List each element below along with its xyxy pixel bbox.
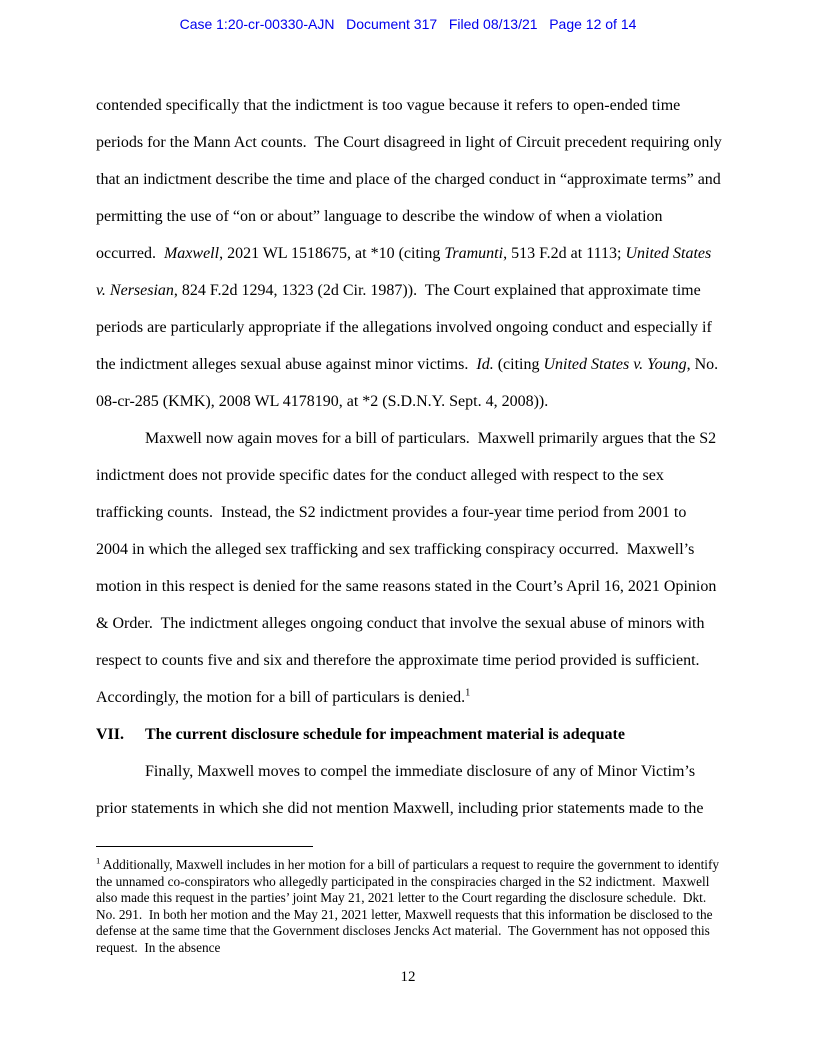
footnote-separator — [96, 846, 313, 847]
section-title: The current disclosure schedule for impeachment material is adequate — [145, 726, 625, 743]
body-text: contended specifically that the indictment is too vague because it refers to open-ended time periods for the Mann Act counts. The Court disagreed in light of Circuit precedent requiring only that an indictment describe the time and place of the charged conduct in “approximate terms” and permitting the use of “on or about” language to describe the window of when a violation occurred. — [96, 97, 726, 262]
citation-italic-text: United States v. Young — [543, 356, 687, 373]
body-text: (citing — [493, 356, 544, 373]
citation-italic-text: Maxwell — [163, 245, 220, 262]
body-text: , 824 F.2d 1294, 1323 (2d Cir. 1987)). The Court explained that approximate time periods are particularly appropriate if the allegations involved ongoing conduct and especially if the indictment alleges sexual abuse against minor victims. — [96, 282, 716, 373]
body-text: , No. 08-cr-285 (KMK), 2008 WL 4178190, at *2 (S.D.N.Y. Sept. 4, 2008)). — [96, 356, 723, 410]
body-text: , 2021 WL 1518675, at *10 (citing — [219, 245, 445, 262]
body-text: Maxwell now again moves for a bill of particulars. Maxwell primarily argues that the S2 indictment does not provide specific dates for the conduct alleged with respect to the sex trafficking counts. Instead, the S2 indictment provides a four-year time period from 2001 to 2004 in which the alleged sex trafficking and sex trafficking conspiracy occurred. Maxwell’s motion in this respect is denied for the same reasons stated in the Court’s April 16, 2021 Opinion & Order. The indictment alleges ongoing conduct that involve the sexual abuse of minors with respect to counts five and six and therefore the approximate time period provided is sufficient. Accordingly, the motion for a bill of particulars is denied. — [96, 430, 721, 706]
body-text: Finally, Maxwell moves to compel the immediate disclosure of any of Minor Victim’s prior statements in which she did not mention Maxwell, including prior statements made to the — [96, 763, 704, 817]
footnote — [96, 857, 722, 957]
citation-italic-text: Tramunti — [444, 245, 504, 262]
footnote-reference: 1 — [465, 687, 471, 699]
body-text: , 513 F.2d at 1113; — [503, 245, 626, 262]
paragraph — [96, 753, 722, 827]
document-body — [96, 87, 726, 827]
footnote-marker: 1 — [96, 855, 101, 866]
citation-italic-text: Id. — [476, 356, 494, 373]
citation-italic-text: United States v. Nersesian — [96, 245, 716, 299]
section-heading — [96, 716, 722, 753]
section-number: VII. — [96, 726, 125, 743]
paragraph — [96, 87, 726, 420]
page-number: 12 — [400, 969, 416, 985]
paragraph — [96, 420, 722, 716]
footnote-text: Additionally, Maxwell includes in her motion for a bill of particulars a request to require the government to identify the unnamed co-conspirators who allegedly participated in the conspiracies charged in the S2 indictment. Maxwell also made this request in the parties’ joint May 21, 2021 letter to the Court regarding the disclosure schedule. Dkt. No. 291. In both her motion and the May 21, 2021 letter, Maxwell requests that this information be disclosed to the defense at the same time that the Government discloses Jencks Act material. The Government has not opposed this request. In the absence — [96, 857, 723, 955]
case-header-stamp: Case 1:20-cr-00330-AJN Document 317 Filed 08/13/21 Page 12 of 14 — [179, 16, 637, 32]
